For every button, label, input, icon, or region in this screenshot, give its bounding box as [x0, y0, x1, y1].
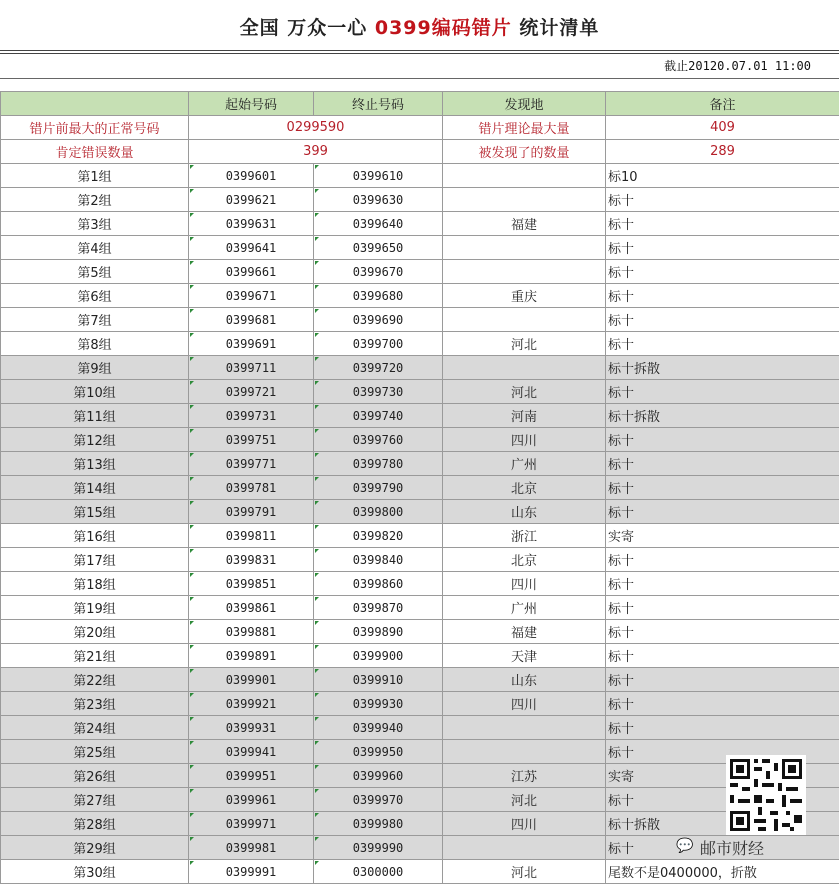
location-cell: 河北	[443, 860, 606, 884]
header-end: 终止号码	[314, 92, 443, 116]
note-cell: 标十	[606, 188, 839, 212]
start-number-cell: 0399931	[189, 716, 314, 740]
end-number-cell: 0399970	[314, 788, 443, 812]
max-normal-value: 0299590	[189, 116, 443, 140]
group-cell: 第5组	[1, 260, 189, 284]
group-cell: 第21组	[1, 644, 189, 668]
table-row	[1, 596, 839, 620]
note-cell: 实寄	[606, 764, 839, 788]
group-cell: 第30组	[1, 860, 189, 884]
cutoff-rule	[0, 78, 839, 79]
end-number-cell: 0399980	[314, 812, 443, 836]
table-row	[1, 668, 839, 692]
start-number-cell: 0399921	[189, 692, 314, 716]
summary-row-1	[1, 116, 839, 140]
table-row	[1, 380, 839, 404]
end-number-cell: 0399840	[314, 548, 443, 572]
location-cell: 河北	[443, 332, 606, 356]
note-cell: 标十	[606, 692, 839, 716]
qr-code	[726, 755, 806, 835]
note-cell: 标十	[606, 572, 839, 596]
note-cell: 标十	[606, 620, 839, 644]
group-cell: 第17组	[1, 548, 189, 572]
location-cell: 浙江	[443, 524, 606, 548]
table-row	[1, 716, 839, 740]
group-cell: 第27组	[1, 788, 189, 812]
table-row	[1, 524, 839, 548]
note-cell: 标十	[606, 236, 839, 260]
note-cell: 标十	[606, 596, 839, 620]
table-row	[1, 188, 839, 212]
end-number-cell: 0399700	[314, 332, 443, 356]
location-cell	[443, 836, 606, 860]
note-cell: 标十	[606, 212, 839, 236]
location-cell	[443, 716, 606, 740]
location-cell	[443, 188, 606, 212]
group-cell: 第1组	[1, 164, 189, 188]
table-row	[1, 644, 839, 668]
cutoff-date: 截止20120.07.01 11:00	[664, 59, 811, 73]
title-rule-bottom	[0, 53, 839, 54]
group-cell: 第19组	[1, 596, 189, 620]
location-cell	[443, 308, 606, 332]
group-cell: 第2组	[1, 188, 189, 212]
table-row	[1, 356, 839, 380]
note-cell: 标十	[606, 716, 839, 740]
end-number-cell: 0399910	[314, 668, 443, 692]
start-number-cell: 0399621	[189, 188, 314, 212]
table-row	[1, 812, 839, 836]
location-cell	[443, 260, 606, 284]
table-row	[1, 284, 839, 308]
note-cell: 标十	[606, 308, 839, 332]
end-number-cell: 0399990	[314, 836, 443, 860]
end-number-cell: 0399690	[314, 308, 443, 332]
note-cell: 标十拆散	[606, 812, 839, 836]
location-cell	[443, 356, 606, 380]
group-cell: 第12组	[1, 428, 189, 452]
start-number-cell: 0399961	[189, 788, 314, 812]
end-number-cell: 0300000	[314, 860, 443, 884]
note-cell: 标十	[606, 788, 839, 812]
group-cell: 第23组	[1, 692, 189, 716]
watermark-text: 邮市财经	[700, 839, 765, 858]
location-cell: 四川	[443, 572, 606, 596]
note-cell: 标十	[606, 548, 839, 572]
summary-row-2	[1, 140, 839, 164]
table-row	[1, 572, 839, 596]
location-cell: 四川	[443, 812, 606, 836]
qr-code-icon	[726, 755, 806, 835]
note-cell: 标十拆散	[606, 404, 839, 428]
wechat-icon: 💬	[676, 838, 694, 854]
end-number-cell: 0399820	[314, 524, 443, 548]
table-row	[1, 740, 839, 764]
end-number-cell: 0399720	[314, 356, 443, 380]
table-row	[1, 332, 839, 356]
note-cell: 尾数不是0400000，折散	[606, 860, 839, 884]
location-cell: 四川	[443, 692, 606, 716]
start-number-cell: 0399751	[189, 428, 314, 452]
table-row	[1, 788, 839, 812]
end-number-cell: 0399800	[314, 500, 443, 524]
end-number-cell: 0399740	[314, 404, 443, 428]
table-row	[1, 764, 839, 788]
location-cell: 山东	[443, 668, 606, 692]
note-cell: 标十	[606, 428, 839, 452]
end-number-cell: 0399900	[314, 644, 443, 668]
start-number-cell: 0399981	[189, 836, 314, 860]
group-cell: 第4组	[1, 236, 189, 260]
start-number-cell: 0399731	[189, 404, 314, 428]
start-number-cell: 0399721	[189, 380, 314, 404]
table-row	[1, 452, 839, 476]
start-number-cell: 0399661	[189, 260, 314, 284]
group-cell: 第24组	[1, 716, 189, 740]
start-number-cell: 0399601	[189, 164, 314, 188]
found-value: 289	[606, 140, 839, 164]
group-cell: 第29组	[1, 836, 189, 860]
group-cell: 第9组	[1, 356, 189, 380]
theory-max-value: 409	[606, 116, 839, 140]
end-number-cell: 0399630	[314, 188, 443, 212]
end-number-cell: 0399860	[314, 572, 443, 596]
theory-max-label: 错片理论最大量	[443, 116, 606, 140]
start-number-cell: 0399951	[189, 764, 314, 788]
note-cell: 标十	[606, 380, 839, 404]
table-row	[1, 476, 839, 500]
group-cell: 第11组	[1, 404, 189, 428]
header-note: 备注	[606, 92, 839, 116]
end-number-cell: 0399650	[314, 236, 443, 260]
table-row	[1, 500, 839, 524]
group-cell: 第26组	[1, 764, 189, 788]
start-number-cell: 0399831	[189, 548, 314, 572]
start-number-cell: 0399641	[189, 236, 314, 260]
title-rule-top	[0, 50, 839, 51]
start-number-cell: 0399681	[189, 308, 314, 332]
note-cell: 标十	[606, 260, 839, 284]
group-cell: 第10组	[1, 380, 189, 404]
location-cell: 广州	[443, 452, 606, 476]
confirmed-label: 肯定错误数量	[1, 140, 189, 164]
table-row	[1, 260, 839, 284]
end-number-cell: 0399640	[314, 212, 443, 236]
location-cell: 河南	[443, 404, 606, 428]
note-cell: 标十	[606, 500, 839, 524]
confirmed-value: 399	[189, 140, 443, 164]
group-cell: 第28组	[1, 812, 189, 836]
location-cell: 福建	[443, 620, 606, 644]
group-cell: 第13组	[1, 452, 189, 476]
header-row	[1, 92, 839, 116]
start-number-cell: 0399671	[189, 284, 314, 308]
title-part1: 全国 万众一心	[239, 17, 368, 39]
start-number-cell: 0399901	[189, 668, 314, 692]
group-cell: 第22组	[1, 668, 189, 692]
note-cell: 标十	[606, 644, 839, 668]
location-cell	[443, 236, 606, 260]
start-number-cell: 0399851	[189, 572, 314, 596]
start-number-cell: 0399861	[189, 596, 314, 620]
location-cell: 四川	[443, 428, 606, 452]
location-cell	[443, 740, 606, 764]
note-cell: 标十	[606, 836, 839, 860]
location-cell: 广州	[443, 596, 606, 620]
location-cell: 福建	[443, 212, 606, 236]
end-number-cell: 0399960	[314, 764, 443, 788]
error-stamp-table	[0, 91, 839, 884]
header-blank	[1, 92, 189, 116]
end-number-cell: 0399790	[314, 476, 443, 500]
end-number-cell: 0399730	[314, 380, 443, 404]
start-number-cell: 0399771	[189, 452, 314, 476]
note-cell: 标十	[606, 476, 839, 500]
table-row	[1, 212, 839, 236]
start-number-cell: 0399971	[189, 812, 314, 836]
group-cell: 第20组	[1, 620, 189, 644]
header-start: 起始号码	[189, 92, 314, 116]
table-row	[1, 164, 839, 188]
note-cell: 标十	[606, 284, 839, 308]
end-number-cell: 0399610	[314, 164, 443, 188]
end-number-cell: 0399950	[314, 740, 443, 764]
table-row	[1, 308, 839, 332]
end-number-cell: 0399930	[314, 692, 443, 716]
start-number-cell: 0399781	[189, 476, 314, 500]
start-number-cell: 0399891	[189, 644, 314, 668]
end-number-cell: 0399870	[314, 596, 443, 620]
start-number-cell: 0399881	[189, 620, 314, 644]
table-row	[1, 860, 839, 884]
note-cell: 标十	[606, 452, 839, 476]
location-cell	[443, 164, 606, 188]
location-cell: 河北	[443, 788, 606, 812]
location-cell: 重庆	[443, 284, 606, 308]
group-cell: 第8组	[1, 332, 189, 356]
table-row	[1, 236, 839, 260]
title-part3: 统计清单	[519, 17, 600, 39]
location-cell: 河北	[443, 380, 606, 404]
end-number-cell: 0399760	[314, 428, 443, 452]
end-number-cell: 0399780	[314, 452, 443, 476]
group-cell: 第16组	[1, 524, 189, 548]
title-part2: 0399编码错片	[374, 17, 512, 39]
header-location: 发现地	[443, 92, 606, 116]
start-number-cell: 0399691	[189, 332, 314, 356]
max-normal-label: 错片前最大的正常号码	[1, 116, 189, 140]
note-cell: 标十	[606, 332, 839, 356]
note-cell: 标十	[606, 740, 839, 764]
group-cell: 第18组	[1, 572, 189, 596]
start-number-cell: 0399941	[189, 740, 314, 764]
note-cell: 标10	[606, 164, 839, 188]
location-cell: 山东	[443, 500, 606, 524]
note-cell: 标十	[606, 668, 839, 692]
page-title	[0, 0, 839, 56]
group-cell: 第15组	[1, 500, 189, 524]
group-cell: 第25组	[1, 740, 189, 764]
table-row	[1, 428, 839, 452]
start-number-cell: 0399711	[189, 356, 314, 380]
table-row	[1, 548, 839, 572]
table-row	[1, 404, 839, 428]
note-cell: 标十拆散	[606, 356, 839, 380]
end-number-cell: 0399890	[314, 620, 443, 644]
end-number-cell: 0399680	[314, 284, 443, 308]
start-number-cell: 0399791	[189, 500, 314, 524]
group-cell: 第7组	[1, 308, 189, 332]
location-cell: 江苏	[443, 764, 606, 788]
start-number-cell: 0399811	[189, 524, 314, 548]
group-cell: 第3组	[1, 212, 189, 236]
group-cell: 第6组	[1, 284, 189, 308]
table-row	[1, 692, 839, 716]
table-row	[1, 620, 839, 644]
group-cell: 第14组	[1, 476, 189, 500]
found-label: 被发现了的数量	[443, 140, 606, 164]
start-number-cell: 0399631	[189, 212, 314, 236]
note-cell: 实寄	[606, 524, 839, 548]
start-number-cell: 0399991	[189, 860, 314, 884]
location-cell: 北京	[443, 476, 606, 500]
location-cell: 北京	[443, 548, 606, 572]
location-cell: 天津	[443, 644, 606, 668]
end-number-cell: 0399670	[314, 260, 443, 284]
end-number-cell: 0399940	[314, 716, 443, 740]
